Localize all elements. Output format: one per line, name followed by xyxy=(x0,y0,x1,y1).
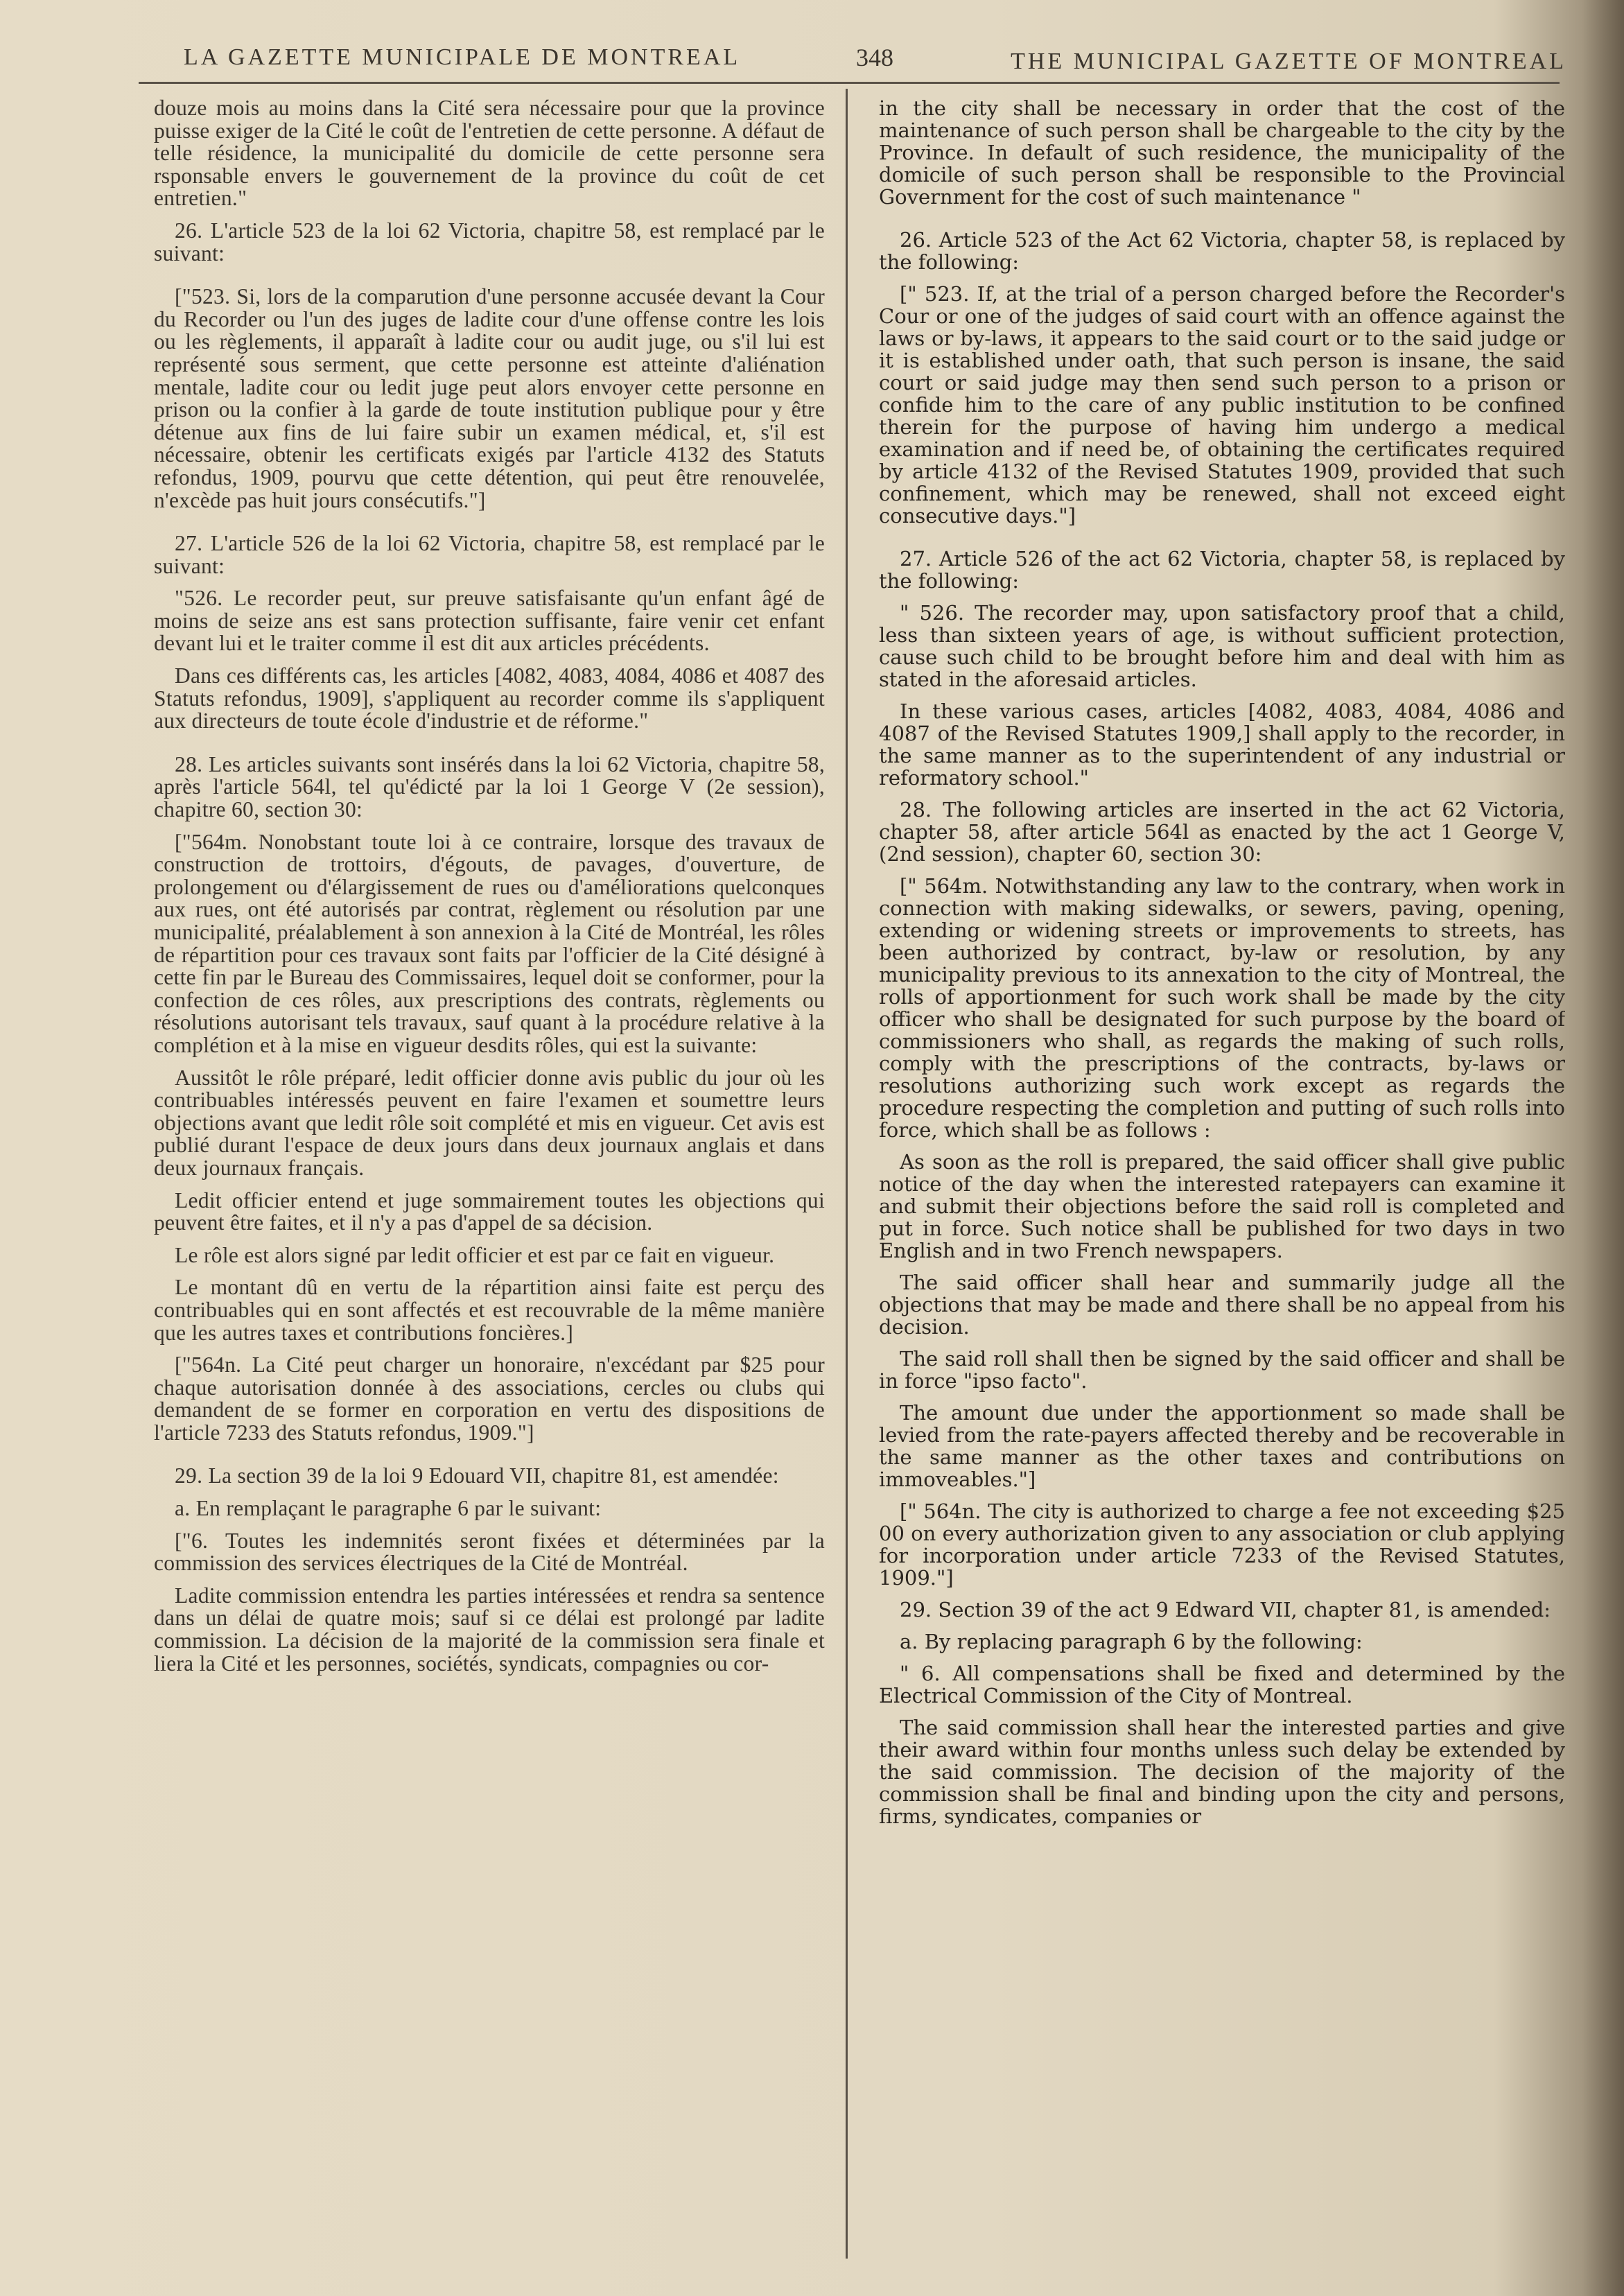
en-paragraph: " 6. All compensations shall be fixed and determined by the Electrical Commission of the City of Montreal. xyxy=(879,1662,1565,1707)
fr-paragraph: Dans ces différents cas, les articles [4082, 4083, 4084, 4086 et 4087 des Statuts refondus, 1909], s'appliquent au recorder comme ils s'appliquent aux directeurs de toute école d'industrie et de réforme." xyxy=(154,663,825,733)
header-rule xyxy=(139,82,1560,84)
en-paragraph: In these various cases, articles [4082, 4083, 4084, 4086 and 4087 of the Revised Statutes 1909,] shall apply to the recorder, in the same manner as to the superintendent of any industrial or reformatory school." xyxy=(879,699,1565,790)
page-header xyxy=(173,40,1566,82)
en-paragraph: [" 523. If, at the trial of a person charged before the Recorder's Cour or one of the judges of said court with an offence against the laws or by-laws, it appears to the said court or to the said judge or it is established under oath, that such person is insane, the said court or said judge may then send such person to a prison or confide him to the care of any public institution to be confined therein for the purpose of having him undergo a medical examination and if need be, of obtaining the certificates required by article 4132 of the Revised Statutes 1909, provided that such confinement, which may be renewed, shall not exceed eight consecutive days."] xyxy=(879,282,1565,528)
header-english-title: THE MUNICIPAL GAZETTE OF MONTREAL xyxy=(1011,49,1566,74)
english-column xyxy=(879,97,1565,2253)
en-paragraph: The amount due under the apportionment so made shall be levied from the rate-payers affected thereby and be recoverable in the same manner as the other taxes and contributions on immoveables."] xyxy=(879,1401,1565,1491)
en-paragraph: As soon as the roll is prepared, the said officer shall give public notice of the day when the interested ratepayers can examine it and submit their objections before the said roll is completed and put in force. Such notice shall be published for two days in two English and in two French newspapers. xyxy=(879,1150,1565,1262)
en-paragraph: a. By replacing paragraph 6 by the following: xyxy=(900,1630,1363,1653)
fr-paragraph: Le montant dû en vertu de la répartition ainsi faite est perçu des contribuables qui en sont affectés et est recouvrable de la même manière que les autres taxes et contributions foncières.] xyxy=(154,1275,825,1345)
fr-paragraph: "526. Le recorder peut, sur preuve satisfaisante qu'un enfant âgé de moins de seize ans est sans protection suffisante, faire venir cet enfant devant lui et le traiter comme il est dit aux articles précédents. xyxy=(154,586,825,656)
en-paragraph: " 526. The recorder may, upon satisfactory proof that a child, less than sixteen years of age, is without sufficient protection, cause such child to be brought before him and deal with him as stated in the aforesaid articles. xyxy=(879,601,1565,691)
header-french-title: LA GAZETTE MUNICIPALE DE MONTREAL xyxy=(184,44,741,70)
fr-paragraph: 26. L'article 523 de la loi 62 Victoria, chapitre 58, est remplacé par le suivant: xyxy=(154,218,825,266)
en-paragraph: The said commission shall hear the interested parties and give their award within four months unless such delay be extended by the said commission. The decision of the majority of the commission shall be final and binding upon the city and persons, firms, syndicates, companies or xyxy=(879,1716,1565,1828)
fr-paragraph: Le rôle est alors signé par ledit officier et est par ce fait en vigueur. xyxy=(175,1242,775,1267)
fr-paragraph: ["564n. La Cité peut charger un honoraire, n'excédant par $25 pour chaque autorisation donnée à des associations, cercles ou clubs qui demandent de se former en corporation en vertu des dispositions de l'article 7233 des Statuts refondus, 1909."] xyxy=(154,1353,825,1445)
page-number: 348 xyxy=(856,44,893,71)
fr-paragraph: Ladite commission entendra les parties intéressées et rendra sa sentence dans un délai de quatre mois; sauf si ce délai est prolongé par ladite commission. La décision de la majorité de la commission sera finale et liera la Cité et les personnes, sociétés, syndicats, compagnies ou cor- xyxy=(154,1583,825,1676)
fr-paragraph: 29. La section 39 de la loi 9 Edouard VII, chapitre 81, est amendée: xyxy=(175,1463,779,1488)
en-paragraph: 27. Article 526 of the act 62 Victoria, chapter 58, is replaced by the following: xyxy=(879,547,1565,593)
en-paragraph: [" 564n. The city is authorized to charge a fee not exceeding $25 00 on every authorization given to any association or club applying for incorporation under article 7233 of the Revised Statutes, 1909."] xyxy=(879,1499,1565,1590)
en-paragraph: The said officer shall hear and summarily judge all the objections that may be made and there shall be no appeal from his decision. xyxy=(879,1271,1565,1339)
en-paragraph: in the city shall be necessary in order that the cost of the maintenance of such person shall be chargeable to the city by the Province. In default of such residence, the municipality of the domicile of such person shall be responsible to the Provincial Government for the cost of such maintenance " xyxy=(879,97,1565,209)
en-paragraph: The said roll shall then be signed by the said officer and shall be in force "ipso facto". xyxy=(879,1347,1565,1393)
fr-paragraph: Ledit officier entend et juge sommairement toutes les objections qui peuvent être faites, et il n'y a pas d'appel de sa décision. xyxy=(154,1188,825,1235)
fr-paragraph: ["523. Si, lors de la comparution d'une personne accusée devant la Cour du Recorder ou l'un des juges de ladite cour d'une offense contre les lois ou les règlements, il apparaît à ladite cour ou audit juge, ou s'il lui est représenté sous serment, que cette personne est atteinte d'aliénation mentale, ladite cour ou ledit juge peut alors envoyer cette personne en prison ou la confier à la garde de toute institution publique pour y être détenue aux fins de lui faire subir un examen médical, et, s'il est nécessaire, obtenir les certificats exigés par l'article 4132 des Statuts refondus, 1909, pourvu que cette détention, qui peut être renouvelée, n'excède pas huit jours consécutifs."] xyxy=(154,284,825,512)
page-edge-shadow xyxy=(1582,0,1624,2296)
fr-paragraph: douze mois au moins dans la Cité sera nécessaire pour que la province puisse exiger de la Cité le coût de l'entretien de cette personne. A défaut de telle résidence, la municipalité du domicile de cette personne sera rsponsable envers le gouvernement de la province du coût de cet entretien." xyxy=(154,97,825,211)
french-column xyxy=(154,97,825,2253)
en-paragraph: [" 564m. Notwithstanding any law to the contrary, when work in connection with making sidewalks, or sewers, paving, opening, extending or widening streets or improvements to streets, has been authorized by contract, by-law or resolution, by any municipality previous to its annexation to the city of Montreal, the rolls of apportionment for such work shall be made by the city officer who shall be designated for such purpose by the board of commissioners who shall, as regards the making of such rolls, comply with the prescriptions of the contracts, by-laws or resolutions authorizing such work except as regards the procedure respecting the completion and putting of such rolls into force, which shall be as follows : xyxy=(879,874,1565,1142)
en-paragraph: 28. The following articles are inserted in the act 62 Victoria, chapter 58, after article 564l as enacted by the act 1 George V, (2nd session), chapter 60, section 30: xyxy=(879,798,1565,866)
fr-paragraph: Aussitôt le rôle préparé, ledit officier donne avis public du jour où les contribuables intéressés peuvent en faire l'examen et soumettre leurs objections avant que ledit rôle soit complété et mis en vigueur. Cet avis est publié durant l'espace de deux jours dans deux journaux anglais et dans deux journaux français. xyxy=(154,1065,825,1180)
fr-paragraph: a. En remplaçant le paragraphe 6 par le suivant: xyxy=(175,1496,602,1521)
en-paragraph: 29. Section 39 of the act 9 Edward VII, chapter 81, is amended: xyxy=(900,1598,1551,1621)
fr-paragraph: ["6. Toutes les indemnités seront fixées et déterminées par la commission des services électriques de la Cité de Montréal. xyxy=(154,1528,825,1576)
column-divider xyxy=(846,89,848,2259)
fr-paragraph: ["564m. Nonobstant toute loi à ce contraire, lorsque des travaux de construction de trottoirs, d'égouts, de pavages, d'ouverture, de prolongement ou d'élargissement de rues ou d'améliorations quelconques aux rues, ont été autorisés par contrat, règlement ou résolution par une municipalité, préalablement à son annexion à la Cité de Montréal, les rôles de répartition pour ces travaux sont faits par l'officier de la Cité désigné à cette fin par le Bureau des Commissaires, lequel doit se conformer, pour la confection de ces rôles, aux prescriptions des contrats, règlements ou résolutions autorisant tels travaux, sauf quant à la procédure relative à la complétion et à la mise en vigueur desdits rôles, qui est la suivante: xyxy=(154,829,825,1057)
fr-paragraph: 27. L'article 526 de la loi 62 Victoria, chapitre 58, est remplacé par le suivant: xyxy=(154,531,825,578)
fr-paragraph: 28. Les articles suivants sont insérés dans la loi 62 Victoria, chapitre 58, après l'article 564l, tel qu'édicté par la loi 1 George V (2e session), chapitre 60, section 30: xyxy=(154,751,825,822)
en-paragraph: 26. Article 523 of the Act 62 Victoria, chapter 58, is replaced by the following: xyxy=(879,228,1565,274)
